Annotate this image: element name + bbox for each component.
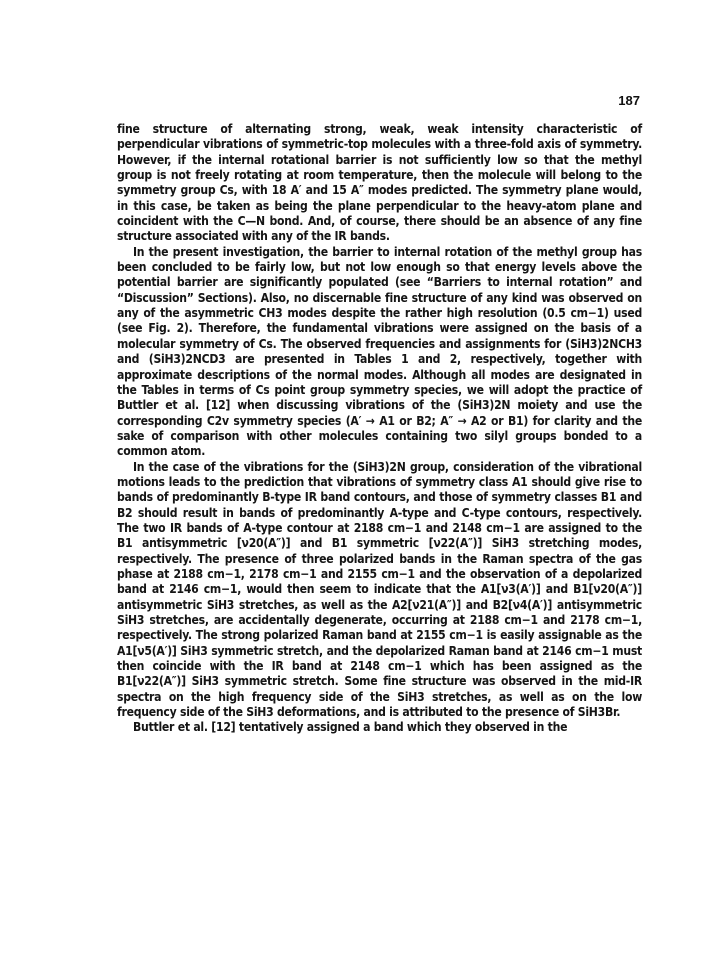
paragraph: Buttler et al. [12] tentatively assigned a band which they observed in the [133, 720, 568, 735]
paragraph: In the present investigation, the barrier to internal rotation of the methyl group has been concluded to be fairly low, but not low enough so that energy levels above the potential barrier are significantly populated (see “Barriers to internal rotation” and “Discussion” Sections). Also, no discernable fine structure of any kind was observed on any of the asymmetric CH3 modes despite the rather high resolution (0.5 cm−1) used (see Fig. 2). Therefore, the fundamental vibrations were assigned on the basis of a molecular symmetry of Cs. The observed frequencies and assignments for (SiH3)2NCH3 and (SiH3)2NCD3 are presented in Tables 1 and 2, respectively, together with approximate descriptions of the normal modes. Although all modes are designated in the Tables in terms of Cs point group symmetry species, we will adopt the practice of Buttler et al. [12] when discussing vibrations of the (SiH3)2N moiety and use the corresponding C2v symmetry species (A′ → A1 or B2; A″ → A2 or B1) for clarity and the sake of comparison with other molecules containing two silyl groups bonded to a common atom. [117, 244, 642, 459]
page-number: 187 [618, 93, 640, 108]
body-text [117, 122, 642, 736]
paragraph: fine structure of alternating strong, weak, weak intensity characteristic of perpendicular vibrations of symmetric-top molecules with a three-fold axis of symmetry. However, if the internal rotational barrier is not sufficiently low so that the methyl group is not freely rotating at room temperature, then the molecule will belong to the symmetry group Cs, with 18 A′ and 15 A″ modes predicted. The symmetry plane would, in this case, be taken as being the plane perpendicular to the heavy-atom plane and coincident with the C—N bond. And, of course, there should be an absence of any fine structure associated with any of the IR bands. [117, 122, 642, 244]
paragraph: In the case of the vibrations for the (SiH3)2N group, consideration of the vibrational motions leads to the prediction that vibrations of symmetry class A1 should give rise to bands of predominantly B-type IR band contours, and those of symmetry classes B1 and B2 should result in bands of predominantly A-type and C-type contours, respectively. The two IR bands of A-type contour at 2188 cm−1 and 2148 cm−1 are assigned to the B1 antisymmetric [ν20(A″)] and B1 symmetric [ν22(A″)] SiH3 stretching modes, respectively. The presence of three polarized bands in the Raman spectra of the gas phase at 2188 cm−1, 2178 cm−1 and 2155 cm−1 and the observation of a depolarized band at 2146 cm−1, would then seem to indicate that the A1[ν3(A′)] and B1[ν20(A″)] antisymmetric SiH3 stretches, as well as the A2[ν21(A″)] and B2[ν4(A′)] antisymmetric SiH3 stretches, are accidentally degenerate, occurring at 2188 cm−1 and 2178 cm−1, respectively. The strong polarized Raman band at 2155 cm−1 is easily assignable as the A1[ν5(A′)] SiH3 symmetric stretch, and the depolarized Raman band at 2146 cm−1 must then coincide with the IR band at 2148 cm−1 which has been assigned as the B1[ν22(A″)] SiH3 symmetric stretch. Some fine structure was observed in the mid-IR spectra on the high frequency side of the SiH3 stretches, as well as on the low frequency side of the SiH3 deformations, and is attributed to the presence of SiH3Br. [117, 459, 642, 720]
